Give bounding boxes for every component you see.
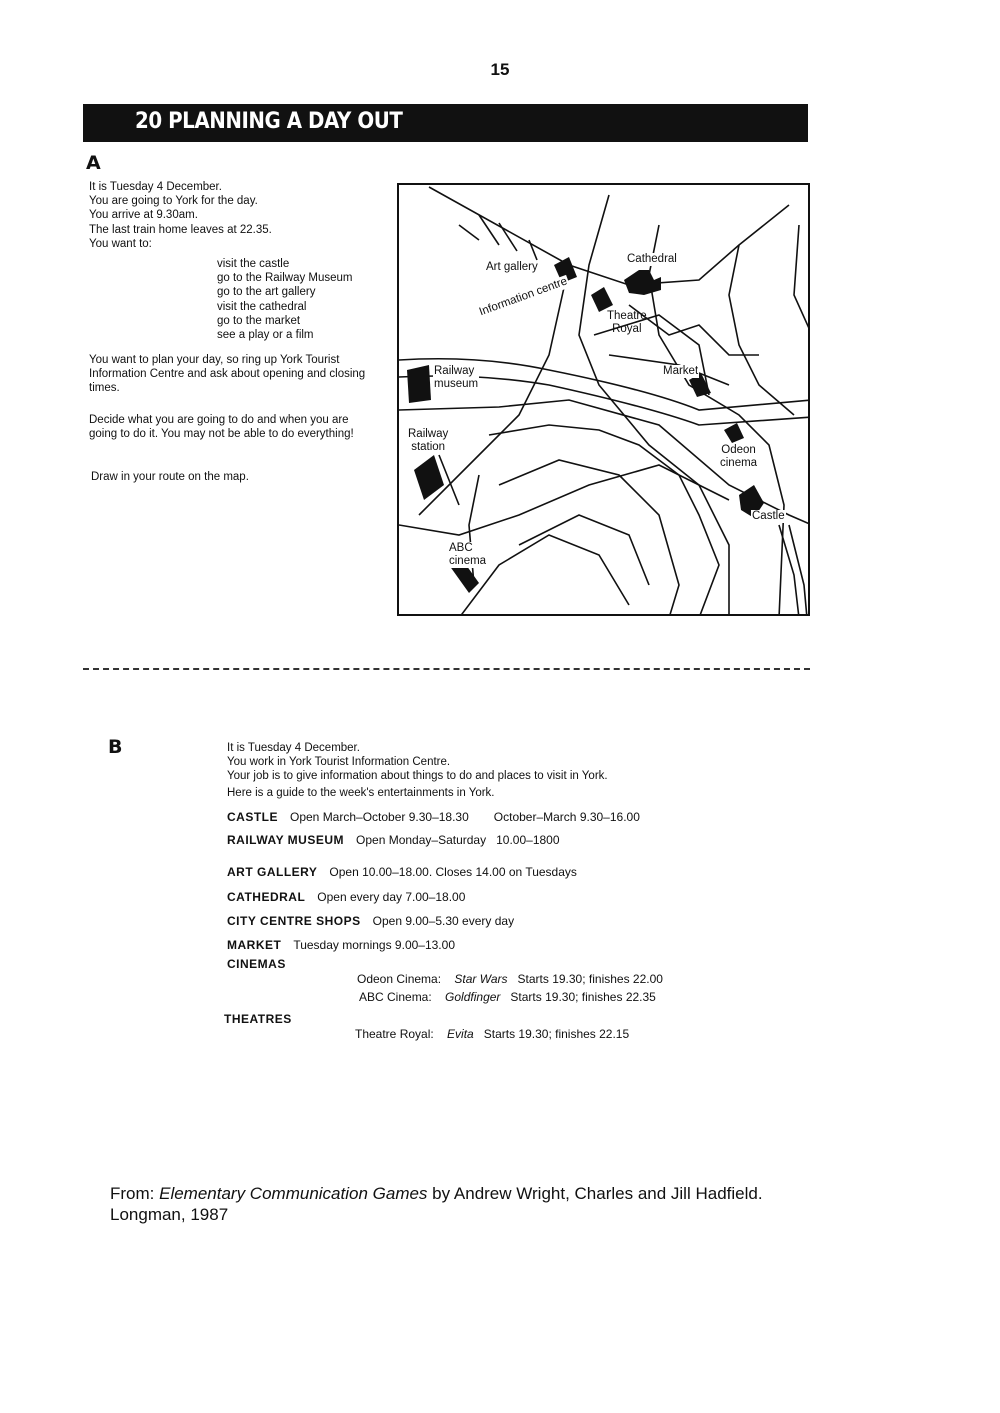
section-b-label: B <box>108 736 123 758</box>
cinema-odeon-row <box>357 972 663 986</box>
map-label-castle: Castle <box>752 510 785 522</box>
list-item: go to the Railway Museum <box>217 272 353 285</box>
label-line: Railway <box>408 428 449 440</box>
venue-name: CASTLE <box>227 810 278 824</box>
map-label-odeon-cinema <box>719 444 758 470</box>
cut-line-divider <box>83 668 810 670</box>
map-label-railway-museum <box>433 365 479 391</box>
film: Goldfinger <box>445 990 501 1004</box>
venue: Theatre Royal: <box>355 1027 434 1041</box>
list-item: visit the castle <box>217 258 290 270</box>
map-label-market: Market <box>663 365 699 377</box>
map-label-information-centre: Information centre <box>477 275 569 319</box>
hours: Open 9.00–5.30 every day <box>372 914 515 928</box>
source-prefix: From: <box>110 1184 160 1203</box>
market-row <box>227 938 455 952</box>
section-b-intro <box>227 741 608 800</box>
art-gallery-row <box>227 865 577 879</box>
times: Starts 19.30; finishes 22.00 <box>517 972 663 986</box>
section-a-label: A <box>86 152 101 174</box>
label-line: cinema <box>720 457 758 469</box>
hours: 10.00–1800 <box>496 833 560 847</box>
venue-name: CINEMAS <box>227 957 286 971</box>
venue: Odeon Cinema: <box>357 972 442 986</box>
shops-row <box>227 914 514 928</box>
hours: Open Monday–Saturday <box>356 833 487 847</box>
title-banner <box>83 104 808 142</box>
para-plan: You want to plan your day, so ring up York Tourist Information Centre and ask about opening and closing times. <box>89 354 366 395</box>
list-item: visit the cathedral <box>217 300 307 313</box>
venue-name: RAILWAY MUSEUM <box>227 833 345 847</box>
times: Starts 19.30; finishes 22.35 <box>510 990 656 1004</box>
film: Star Wars <box>454 972 508 986</box>
label-line: ABC <box>449 542 473 554</box>
section-a-intro <box>89 180 272 251</box>
authors: by Andrew Wright, Charles and Jill Hadfield. <box>427 1184 763 1203</box>
map-label-theatre-royal <box>606 310 648 336</box>
map-label-railway-station <box>407 428 449 454</box>
venue-name: THEATRES <box>224 1012 292 1026</box>
source-citation <box>110 1183 763 1225</box>
intro-line: You are going to York for the day. <box>89 195 258 208</box>
label-line: Railway <box>434 365 475 377</box>
railway-museum-marker <box>407 365 431 403</box>
hours: Open every day 7.00–18.00 <box>317 890 466 904</box>
castle-row <box>227 810 640 824</box>
label-line: Royal <box>612 323 642 335</box>
hours: October–March 9.30–16.00 <box>493 810 640 824</box>
label-line: Odeon <box>721 444 756 456</box>
intro-line: You want to: <box>89 237 152 250</box>
venue-name: ART GALLERY <box>227 865 318 879</box>
book-title: Elementary Communication Games <box>159 1184 428 1203</box>
info-centre-marker <box>591 287 613 312</box>
railway-museum-row <box>227 833 560 847</box>
map-label-cathedral: Cathedral <box>627 253 677 265</box>
venue-name: MARKET <box>227 938 282 952</box>
intro-line: The last train home leaves at 22.35. <box>89 223 272 236</box>
list-item: go to the art gallery <box>217 286 316 299</box>
hours: Open March–October 9.30–18.30 <box>290 810 469 824</box>
cathedral-row <box>227 890 465 904</box>
film: Evita <box>447 1027 474 1041</box>
hours: Tuesday mornings 9.00–13.00 <box>293 938 455 952</box>
label-line: museum <box>434 378 479 390</box>
cathedral-marker <box>624 270 661 295</box>
intro-line: Your job is to give information about things to do and places to visit in York. <box>227 770 608 783</box>
para-route: Draw in your route on the map. <box>91 471 249 483</box>
cinema-abc-row <box>359 990 656 1004</box>
intro-line: You work in York Tourist Information Centre. <box>227 756 451 769</box>
york-map[interactable] <box>397 183 810 616</box>
label-line: station <box>411 441 446 453</box>
label-line: cinema <box>449 555 487 567</box>
hours: Open 10.00–18.00. Closes 14.00 on Tuesdays <box>329 865 577 879</box>
intro-line: Here is a guide to the week's entertainments in York. <box>227 786 495 799</box>
wants-list <box>217 257 353 342</box>
theatre-royal-row <box>355 1027 629 1041</box>
venue-name: CATHEDRAL <box>227 890 306 904</box>
list-item: go to the market <box>217 314 301 327</box>
venue-name: CITY CENTRE SHOPS <box>227 914 361 928</box>
cinemas-heading <box>227 957 298 971</box>
venue: ABC Cinema: <box>359 990 432 1004</box>
publisher: Longman, 1987 <box>110 1205 229 1224</box>
intro-line: It is Tuesday 4 December. <box>227 742 360 754</box>
para-decide: Decide what you are going to do and when you are going to do it. You may not be able to do everything! <box>89 414 354 441</box>
odeon-marker <box>724 423 744 443</box>
intro-line: It is Tuesday 4 December. <box>89 181 222 193</box>
theatres-heading <box>224 1012 304 1026</box>
intro-line: You arrive at 9.30am. <box>89 209 198 222</box>
map-label-art-gallery: Art gallery <box>486 261 538 273</box>
railway-station-marker <box>414 455 444 500</box>
page-number: 15 <box>490 60 510 79</box>
list-item: see a play or a film <box>217 329 314 342</box>
map-label-abc-cinema <box>448 542 487 568</box>
times: Starts 19.30; finishes 22.15 <box>483 1027 630 1041</box>
page-title: 20 PLANNING A DAY OUT <box>135 109 403 134</box>
label-line: Theatre <box>607 310 647 322</box>
